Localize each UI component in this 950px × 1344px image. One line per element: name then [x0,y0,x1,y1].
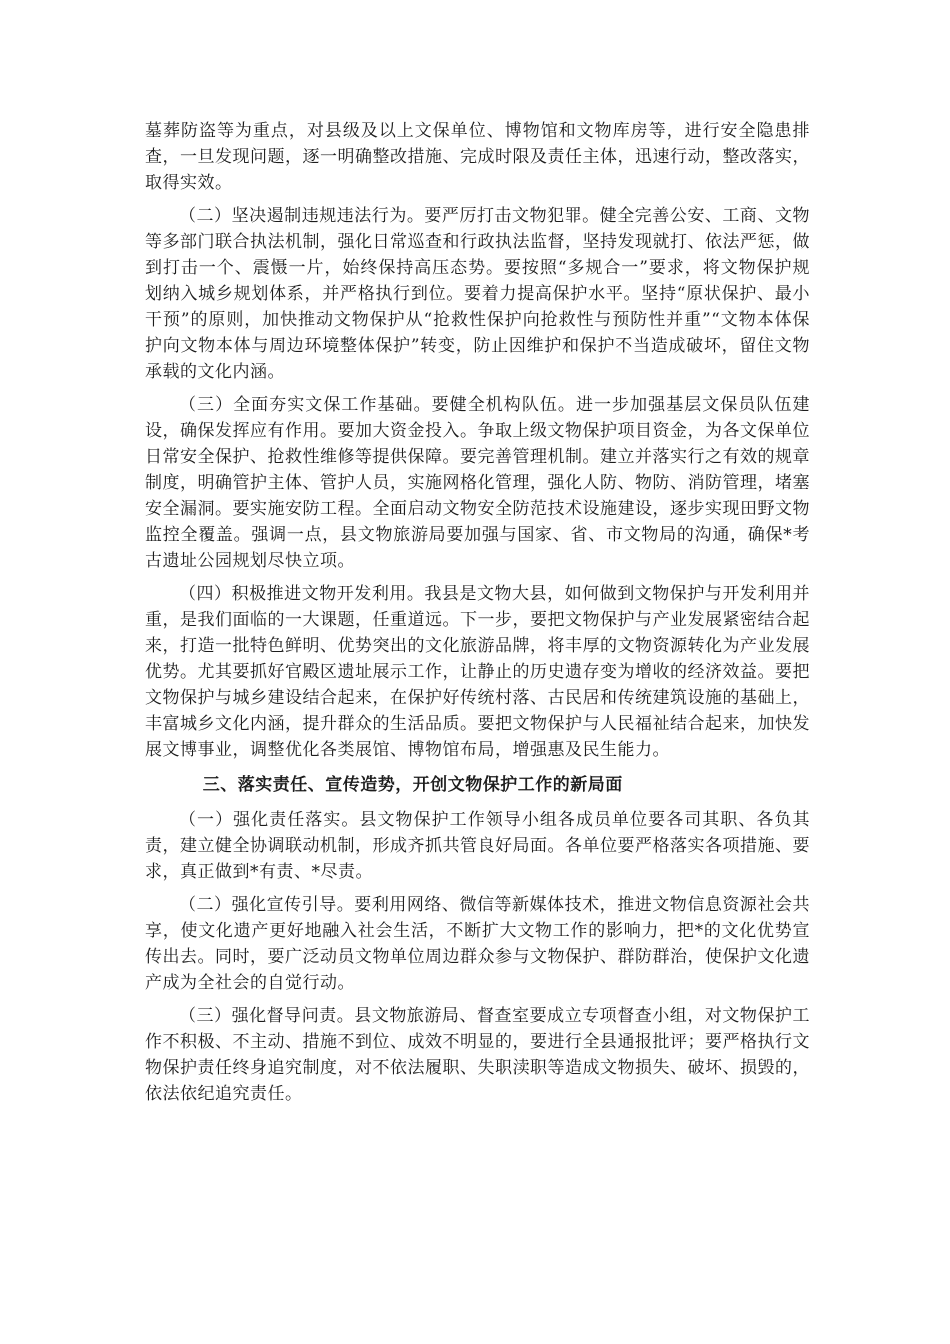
paragraph-foundation: （三）全面夯实文保工作基础。要健全机构队伍。进一步加强基层文保员队伍建设，确保发挥应有作用。要加大资金投入。争取上级文物保护项目资金，为各文保单位日常安全保护、抢救性维修等提供保障。要完善管理机制。建立并落实行之有效的规章制度，明确管护主体、管护人员，实施网格化管理，强化人防、物防、消防管理，堵塞安全漏洞。要实施安防工程。全面启动文物安全防范技术设施建设，逐步实现田野文物监控全覆盖。强调一点，县文物旅游局要加强与国家、省、市文物局的沟通，确保*考古遗址公园规划尽快立项。 [145,395,810,571]
document-body [145,118,810,1114]
paragraph-publicity: （二）强化宣传引导。要利用网络、微信等新媒体技术，推进文物信息资源社会共享，使文化遗产更好地融入社会生活，不断扩大文物工作的影响力，把*的文化优势宣传出去。同时，要广泛动员文物单位周边群众参与文物保护、群防群治，使保护文化遗产成为全社会的自觉行动。 [145,895,810,993]
section-heading: 三、落实责任、宣传造势，开创文物保护工作的新局面 [202,775,623,795]
paragraph-curb-violations: （二）坚决遏制违规违法行为。要严厉打击文物犯罪。健全完善公安、工商、文物等多部门联合执法机制，强化日常巡查和行政执法监督，坚持发现就打、依法严惩，做到打击一个、震慑一片，始终保持高压态势。要按照“多规合一”要求，将文物保护规划纳入城乡规划体系，并严格执行到位。要着力提高保护水平。坚持“原状保护、最小干预”的原则，加快推动文物保护从“抢救性保护向抢救性与预防性并重”“文物本体保护向文物本体与周边环境整体保护”转变，防止因维护和保护不当造成破坏，留住文物承载的文化内涵。 [145,206,810,382]
paragraph-supervision: （三）强化督导问责。县文物旅游局、督查室要成立专项督查小组，对文物保护工作不积极、不主动、措施不到位、成效不明显的，要进行全县通报批评；要严格执行文物保护责任终身追究制度，对不依法履职、失职渎职等造成文物损失、破坏、损毁的，依法依纪追究责任。 [145,1006,810,1104]
paragraph-development: （四）积极推进文物开发利用。我县是文物大县，如何做到文物保护与开发利用并重，是我们面临的一大课题，任重道远。下一步，要把文物保护与产业发展紧密结合起来，打造一批特色鲜明、优势突出的文化旅游品牌，将丰厚的文物资源转化为产业发展优势。尤其要抓好官殿区遗址展示工作，让静止的历史遗存变为增收的经济效益。要把文物保护与城乡建设结合起来，在保护好传统村落、古民居和传统建筑设施的基础上，丰富城乡文化内涵，提升群众的生活品质。要把文物保护与人民福祉结合起来，加快发展文博事业，调整优化各类展馆、博物馆布局，增强惠及民生能力。 [145,584,810,760]
paragraph-responsibility: （一）强化责任落实。县文物保护工作领导小组各成员单位要各司其职、各负其责，建立健全协调联动机制，形成齐抓共管良好局面。各单位要严格落实各项措施、要求，真正做到*有责、*尽责。 [145,810,810,882]
paragraph-continued: 墓葬防盗等为重点，对县级及以上文保单位、博物馆和文物库房等，进行安全隐患排查，一旦发现问题，逐一明确整改措施、完成时限及责任主体，迅速行动，整改落实，取得实效。 [145,121,810,193]
